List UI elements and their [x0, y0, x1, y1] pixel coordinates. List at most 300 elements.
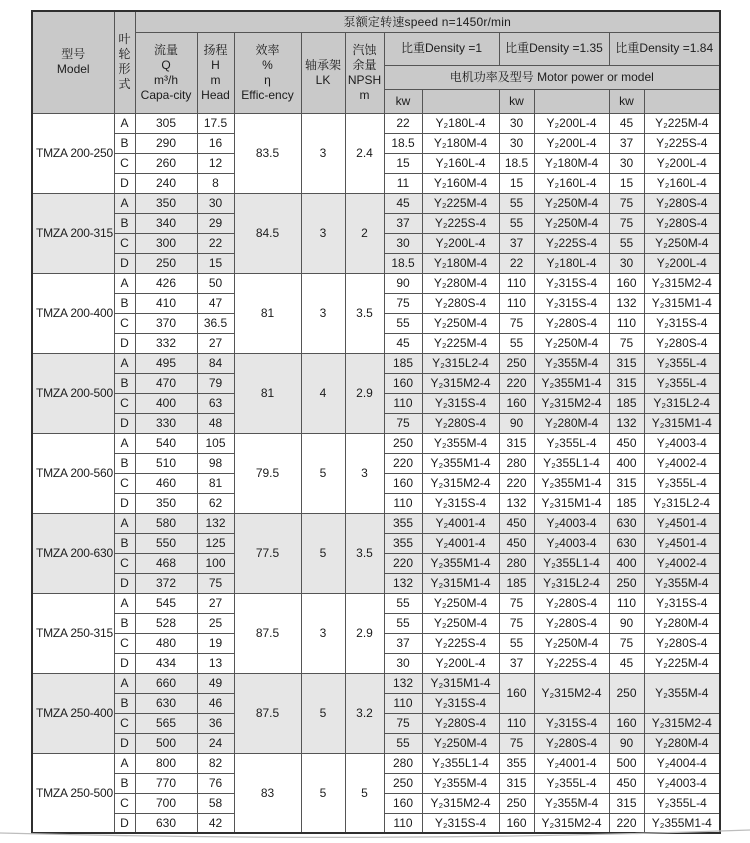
cell-head: 22	[197, 233, 234, 253]
cell-motor-kw: 75	[384, 413, 422, 433]
cell-motor-model: Y₂315M1-4	[534, 493, 609, 513]
cell-motor-kw: 45	[609, 113, 644, 133]
cell-impeller-form: C	[114, 473, 135, 493]
cell-motor-model: Y₂355M1-4	[422, 453, 499, 473]
cell-motor-kw: 185	[384, 353, 422, 373]
cell-motor-model: Y₂355M-4	[644, 573, 720, 593]
cell-motor-kw: 315	[499, 773, 534, 793]
header-density-1: 比重Density =1	[384, 32, 499, 65]
cell-motor-kw: 37	[499, 653, 534, 673]
cell-flow: 400	[135, 393, 197, 413]
cell-pump-model: TMZA 250-315	[32, 593, 114, 673]
cell-head: 75	[197, 573, 234, 593]
cell-motor-model: Y₂280M-4	[534, 413, 609, 433]
table-row	[32, 193, 720, 213]
cell-motor-kw: 55	[384, 593, 422, 613]
cell-motor-model: Y₂200L-4	[422, 233, 499, 253]
cell-motor-model: Y₂225S-4	[422, 633, 499, 653]
cell-motor-model: Y₂225M-4	[422, 193, 499, 213]
cell-bearing-lk: 5	[301, 753, 345, 833]
cell-impeller-form: C	[114, 233, 135, 253]
header-impeller-form: 叶 轮 形 式	[114, 11, 135, 113]
header-model-en: Model	[56, 62, 90, 77]
cell-motor-model: Y₂315M2-4	[534, 673, 609, 713]
cell-pump-model: TMZA 200-560	[32, 433, 114, 513]
cell-motor-kw: 45	[609, 653, 644, 673]
cell-npsh: 3.5	[345, 513, 384, 593]
cell-flow: 550	[135, 533, 197, 553]
cell-motor-model: Y₂280S-4	[644, 213, 720, 233]
cell-npsh: 3.2	[345, 673, 384, 753]
cell-bearing-lk: 5	[301, 673, 345, 753]
cell-npsh: 2	[345, 193, 384, 273]
cell-impeller-form: D	[114, 653, 135, 673]
cell-impeller-form: B	[114, 293, 135, 313]
cell-efficiency: 87.5	[234, 593, 301, 673]
cell-motor-model: Y₂180L-4	[422, 113, 499, 133]
cell-flow: 372	[135, 573, 197, 593]
cell-flow: 460	[135, 473, 197, 493]
cell-impeller-form: D	[114, 573, 135, 593]
cell-motor-model: Y₂225S-4	[534, 233, 609, 253]
cell-motor-model: Y₂4001-4	[534, 753, 609, 773]
cell-motor-kw: 55	[384, 613, 422, 633]
cell-motor-model: Y₂4003-4	[644, 433, 720, 453]
cell-motor-kw: 160	[499, 673, 534, 713]
cell-impeller-form: D	[114, 413, 135, 433]
cell-motor-model: Y₂315L2-4	[534, 573, 609, 593]
cell-impeller-form: B	[114, 693, 135, 713]
cell-motor-kw: 55	[499, 193, 534, 213]
cell-motor-kw: 45	[384, 333, 422, 353]
cell-motor-model: Y₂180L-4	[534, 253, 609, 273]
cell-flow: 340	[135, 213, 197, 233]
cell-impeller-form: C	[114, 313, 135, 333]
cell-motor-kw: 315	[609, 473, 644, 493]
cell-motor-kw: 132	[609, 293, 644, 313]
cell-motor-kw: 90	[499, 413, 534, 433]
cell-motor-kw: 630	[609, 533, 644, 553]
cell-flow: 495	[135, 353, 197, 373]
cell-impeller-form: C	[114, 393, 135, 413]
header-flow: 流量 Q m³/h Capa-city	[135, 32, 197, 113]
cell-head: 98	[197, 453, 234, 473]
cell-motor-model: Y₂225M-4	[644, 113, 720, 133]
cell-motor-kw: 280	[499, 453, 534, 473]
cell-flow: 565	[135, 713, 197, 733]
cell-efficiency: 77.5	[234, 513, 301, 593]
cell-head: 132	[197, 513, 234, 533]
cell-bearing-lk: 5	[301, 513, 345, 593]
cell-motor-model: Y₂355M-4	[644, 673, 720, 713]
cell-motor-kw: 55	[609, 233, 644, 253]
cell-motor-kw: 75	[499, 593, 534, 613]
cell-motor-kw: 160	[499, 813, 534, 833]
cell-flow: 370	[135, 313, 197, 333]
cell-motor-kw: 355	[384, 533, 422, 553]
cell-motor-kw: 250	[499, 793, 534, 813]
cell-impeller-form: C	[114, 793, 135, 813]
cell-flow: 800	[135, 753, 197, 773]
cell-impeller-form: C	[114, 713, 135, 733]
cell-head: 125	[197, 533, 234, 553]
cell-motor-model: Y₂160L-4	[422, 153, 499, 173]
cell-motor-kw: 55	[499, 213, 534, 233]
cell-flow: 700	[135, 793, 197, 813]
cell-motor-kw: 315	[609, 353, 644, 373]
cell-head: 47	[197, 293, 234, 313]
cell-impeller-form: D	[114, 493, 135, 513]
cell-motor-kw: 220	[499, 373, 534, 393]
cell-motor-model: Y₂315L2-4	[422, 353, 499, 373]
cell-motor-kw: 18.5	[384, 133, 422, 153]
cell-pump-model: TMZA 250-400	[32, 673, 114, 753]
cell-motor-model: Y₂250M-4	[422, 613, 499, 633]
cell-head: 105	[197, 433, 234, 453]
table-row	[32, 273, 720, 293]
cell-flow: 770	[135, 773, 197, 793]
cell-motor-model: Y₂280S-4	[534, 593, 609, 613]
cell-impeller-form: B	[114, 613, 135, 633]
cell-flow: 500	[135, 733, 197, 753]
cell-motor-model: Y₂280S-4	[422, 413, 499, 433]
cell-impeller-form: B	[114, 453, 135, 473]
cell-pump-model: TMZA 200-315	[32, 193, 114, 273]
cell-motor-kw: 450	[499, 513, 534, 533]
cell-motor-kw: 110	[609, 313, 644, 333]
cell-head: 42	[197, 813, 234, 833]
table-row	[32, 593, 720, 613]
cell-motor-kw: 37	[499, 233, 534, 253]
cell-efficiency: 81	[234, 273, 301, 353]
cell-motor-kw: 185	[499, 573, 534, 593]
cell-motor-model: Y₂355L-4	[534, 433, 609, 453]
cell-motor-kw: 160	[384, 793, 422, 813]
cell-motor-kw: 185	[609, 393, 644, 413]
cell-flow: 660	[135, 673, 197, 693]
cell-motor-kw: 75	[384, 713, 422, 733]
cell-motor-kw: 315	[499, 433, 534, 453]
cell-motor-model: Y₂250M-4	[422, 313, 499, 333]
cell-motor-model: Y₂280S-4	[534, 313, 609, 333]
cell-motor-model: Y₂315M1-4	[422, 573, 499, 593]
header-motor-model-1	[422, 89, 499, 113]
cell-motor-model: Y₂4002-4	[644, 553, 720, 573]
header-model-zh: 型号	[61, 47, 86, 62]
cell-motor-model: Y₂315S-4	[644, 593, 720, 613]
cell-head: 30	[197, 193, 234, 213]
cell-motor-model: Y₂355L-4	[644, 353, 720, 373]
header-density-1-35: 比重Density =1.35	[499, 32, 609, 65]
cell-motor-model: Y₂280S-4	[534, 733, 609, 753]
cell-motor-model: Y₂180M-4	[422, 253, 499, 273]
header-head: 扬程 H m Head	[197, 32, 234, 113]
header-rated-speed: 泵额定转速speed n=1450r/min	[135, 11, 720, 32]
cell-npsh: 3	[345, 433, 384, 513]
cell-motor-model: Y₂4501-4	[644, 533, 720, 553]
cell-motor-model: Y₂315M1-4	[644, 413, 720, 433]
cell-impeller-form: B	[114, 213, 135, 233]
cell-flow: 545	[135, 593, 197, 613]
cell-motor-model: Y₂315M2-4	[644, 273, 720, 293]
cell-motor-model: Y₂355M-4	[534, 353, 609, 373]
cell-motor-kw: 22	[499, 253, 534, 273]
cell-motor-model: Y₂4003-4	[534, 533, 609, 553]
spec-table-body	[32, 113, 720, 833]
cell-head: 49	[197, 673, 234, 693]
cell-head: 24	[197, 733, 234, 753]
cell-impeller-form: C	[114, 153, 135, 173]
header-npsh: 汽蚀 余量 NPSH m	[345, 32, 384, 113]
cell-motor-model: Y₂315M1-4	[644, 293, 720, 313]
table-row	[32, 113, 720, 133]
cell-motor-model: Y₂280S-4	[534, 613, 609, 633]
cell-pump-model: TMZA 200-630	[32, 513, 114, 593]
cell-motor-model: Y₂315M2-4	[534, 393, 609, 413]
table-row	[32, 673, 720, 693]
cell-motor-kw: 15	[384, 153, 422, 173]
cell-motor-kw: 132	[499, 493, 534, 513]
cell-head: 62	[197, 493, 234, 513]
cell-motor-kw: 500	[609, 753, 644, 773]
cell-motor-kw: 160	[609, 713, 644, 733]
cell-motor-kw: 30	[499, 113, 534, 133]
cell-motor-kw: 160	[384, 373, 422, 393]
cell-motor-model: Y₂4003-4	[644, 773, 720, 793]
cell-flow: 470	[135, 373, 197, 393]
cell-motor-model: Y₂180M-4	[422, 133, 499, 153]
cell-bearing-lk: 3	[301, 113, 345, 193]
cell-efficiency: 83	[234, 753, 301, 833]
cell-motor-kw: 75	[499, 733, 534, 753]
cell-motor-model: Y₂4003-4	[534, 513, 609, 533]
cell-motor-model: Y₂200L-4	[422, 653, 499, 673]
table-row	[32, 513, 720, 533]
cell-motor-kw: 75	[609, 193, 644, 213]
cell-motor-model: Y₂250M-4	[422, 733, 499, 753]
cell-motor-kw: 220	[609, 813, 644, 833]
cell-flow: 330	[135, 413, 197, 433]
cell-motor-kw: 355	[384, 513, 422, 533]
cell-motor-model: Y₂315S-4	[534, 273, 609, 293]
cell-motor-model: Y₂280S-4	[422, 713, 499, 733]
cell-flow: 434	[135, 653, 197, 673]
cell-motor-model: Y₂4501-4	[644, 513, 720, 533]
cell-motor-kw: 11	[384, 173, 422, 193]
cell-motor-kw: 90	[384, 273, 422, 293]
cell-flow: 480	[135, 633, 197, 653]
cell-motor-kw: 37	[384, 213, 422, 233]
cell-flow: 580	[135, 513, 197, 533]
cell-motor-kw: 630	[609, 513, 644, 533]
cell-head: 100	[197, 553, 234, 573]
cell-motor-model: Y₂160M-4	[422, 173, 499, 193]
cell-motor-model: Y₂355L-4	[644, 473, 720, 493]
cell-head: 81	[197, 473, 234, 493]
cell-flow: 630	[135, 813, 197, 833]
cell-motor-model: Y₂315S-4	[422, 393, 499, 413]
cell-flow: 260	[135, 153, 197, 173]
cell-motor-model: Y₂315S-4	[534, 293, 609, 313]
cell-head: 15	[197, 253, 234, 273]
cell-motor-model: Y₂315M2-4	[534, 813, 609, 833]
header-motor-model-2	[534, 89, 609, 113]
cell-motor-model: Y₂355M-4	[534, 793, 609, 813]
cell-motor-model: Y₂315L2-4	[644, 393, 720, 413]
cell-motor-model: Y₂200L-4	[644, 253, 720, 273]
cell-motor-kw: 110	[384, 493, 422, 513]
cell-efficiency: 83.5	[234, 113, 301, 193]
cell-flow: 350	[135, 193, 197, 213]
cell-head: 48	[197, 413, 234, 433]
cell-head: 63	[197, 393, 234, 413]
table-row	[32, 753, 720, 773]
cell-flow: 630	[135, 693, 197, 713]
cell-motor-kw: 220	[384, 453, 422, 473]
cell-bearing-lk: 3	[301, 273, 345, 353]
cell-motor-model: Y₂315S-4	[644, 313, 720, 333]
cell-motor-model: Y₂250M-4	[644, 233, 720, 253]
cell-motor-kw: 18.5	[499, 153, 534, 173]
cell-impeller-form: A	[114, 673, 135, 693]
cell-motor-kw: 55	[384, 313, 422, 333]
cell-motor-kw: 450	[609, 433, 644, 453]
cell-motor-kw: 160	[609, 273, 644, 293]
cell-impeller-form: D	[114, 733, 135, 753]
cell-motor-kw: 450	[499, 533, 534, 553]
cell-motor-model: Y₂315S-4	[534, 713, 609, 733]
cell-motor-model: Y₂4001-4	[422, 533, 499, 553]
cell-motor-model: Y₂225S-4	[534, 653, 609, 673]
cell-motor-model: Y₂160L-4	[534, 173, 609, 193]
cell-motor-kw: 110	[384, 813, 422, 833]
cell-motor-kw: 250	[609, 573, 644, 593]
cell-motor-kw: 450	[609, 773, 644, 793]
cell-motor-kw: 90	[609, 613, 644, 633]
cell-head: 29	[197, 213, 234, 233]
cell-impeller-form: A	[114, 113, 135, 133]
cell-npsh: 3.5	[345, 273, 384, 353]
cell-flow: 510	[135, 453, 197, 473]
cell-motor-kw: 160	[499, 393, 534, 413]
cell-motor-model: Y₂355L-4	[644, 373, 720, 393]
cell-head: 76	[197, 773, 234, 793]
cell-impeller-form: A	[114, 593, 135, 613]
cell-motor-model: Y₂355L-4	[534, 773, 609, 793]
cell-motor-model: Y₂250M-4	[534, 193, 609, 213]
cell-motor-kw: 220	[384, 553, 422, 573]
cell-motor-kw: 355	[499, 753, 534, 773]
cell-motor-kw: 30	[384, 233, 422, 253]
cell-impeller-form: A	[114, 433, 135, 453]
header-density-1-84: 比重Density =1.84	[609, 32, 720, 65]
cell-flow: 468	[135, 553, 197, 573]
cell-motor-kw: 75	[609, 213, 644, 233]
cell-motor-kw: 45	[384, 193, 422, 213]
cell-motor-model: Y₂250M-4	[534, 333, 609, 353]
cell-motor-kw: 110	[499, 713, 534, 733]
cell-impeller-form: B	[114, 773, 135, 793]
cell-head: 25	[197, 613, 234, 633]
cell-motor-kw: 110	[499, 293, 534, 313]
cell-motor-kw: 55	[384, 733, 422, 753]
cell-impeller-form: B	[114, 533, 135, 553]
cell-motor-kw: 75	[609, 633, 644, 653]
cell-impeller-form: A	[114, 753, 135, 773]
cell-motor-model: Y₂250M-4	[422, 593, 499, 613]
cell-head: 19	[197, 633, 234, 653]
cell-head: 36.5	[197, 313, 234, 333]
cell-head: 27	[197, 593, 234, 613]
cell-efficiency: 81	[234, 353, 301, 433]
cell-pump-model: TMZA 200-500	[32, 353, 114, 433]
cell-motor-kw: 400	[609, 453, 644, 473]
cell-flow: 290	[135, 133, 197, 153]
cell-head: 82	[197, 753, 234, 773]
header-efficiency: 效率 % η Effic-ency	[234, 32, 301, 113]
cell-motor-kw: 132	[609, 413, 644, 433]
cell-motor-model: Y₂200L-4	[534, 133, 609, 153]
cell-motor-kw: 15	[499, 173, 534, 193]
cell-motor-kw: 75	[609, 333, 644, 353]
cell-motor-kw: 315	[609, 373, 644, 393]
cell-flow: 410	[135, 293, 197, 313]
cell-pump-model: TMZA 200-400	[32, 273, 114, 353]
cell-motor-model: Y₂315L2-4	[644, 493, 720, 513]
cell-motor-model: Y₂200L-4	[644, 153, 720, 173]
cell-impeller-form: A	[114, 193, 135, 213]
header-bearing-bracket: 轴承架 LK	[301, 32, 345, 113]
header-motor-power: 电机功率及型号 Motor power or model	[384, 65, 720, 89]
cell-motor-kw: 30	[609, 153, 644, 173]
cell-motor-model: Y₂4002-4	[644, 453, 720, 473]
cell-motor-model: Y₂355M1-4	[534, 373, 609, 393]
cell-motor-model: Y₂355L1-4	[422, 753, 499, 773]
table-row	[32, 433, 720, 453]
header-kw-3: kw	[609, 89, 644, 113]
cell-head: 79	[197, 373, 234, 393]
cell-motor-kw: 55	[499, 333, 534, 353]
cell-motor-model: Y₂280M-4	[422, 273, 499, 293]
cell-motor-model: Y₂355M1-4	[422, 553, 499, 573]
cell-bearing-lk: 4	[301, 353, 345, 433]
cell-motor-model: Y₂315M1-4	[422, 673, 499, 693]
header-motor-model-3	[644, 89, 720, 113]
cell-motor-model: Y₂250M-4	[534, 633, 609, 653]
cell-motor-model: Y₂315S-4	[422, 693, 499, 713]
cell-impeller-form: C	[114, 633, 135, 653]
cell-motor-kw: 400	[609, 553, 644, 573]
cell-motor-model: Y₂355M-4	[422, 773, 499, 793]
header-kw-1: kw	[384, 89, 422, 113]
cell-impeller-form: D	[114, 173, 135, 193]
cell-head: 16	[197, 133, 234, 153]
cell-motor-kw: 280	[499, 553, 534, 573]
cell-flow: 300	[135, 233, 197, 253]
cell-motor-kw: 30	[609, 253, 644, 273]
cell-motor-model: Y₂355L1-4	[534, 453, 609, 473]
cell-impeller-form: D	[114, 333, 135, 353]
cell-head: 12	[197, 153, 234, 173]
cell-motor-kw: 22	[384, 113, 422, 133]
cell-motor-model: Y₂355M1-4	[534, 473, 609, 493]
cell-motor-kw: 185	[609, 493, 644, 513]
cell-motor-model: Y₂315M2-4	[422, 793, 499, 813]
cell-motor-model: Y₂225M-4	[644, 653, 720, 673]
cell-motor-kw: 30	[499, 133, 534, 153]
cell-head: 13	[197, 653, 234, 673]
cell-head: 84	[197, 353, 234, 373]
